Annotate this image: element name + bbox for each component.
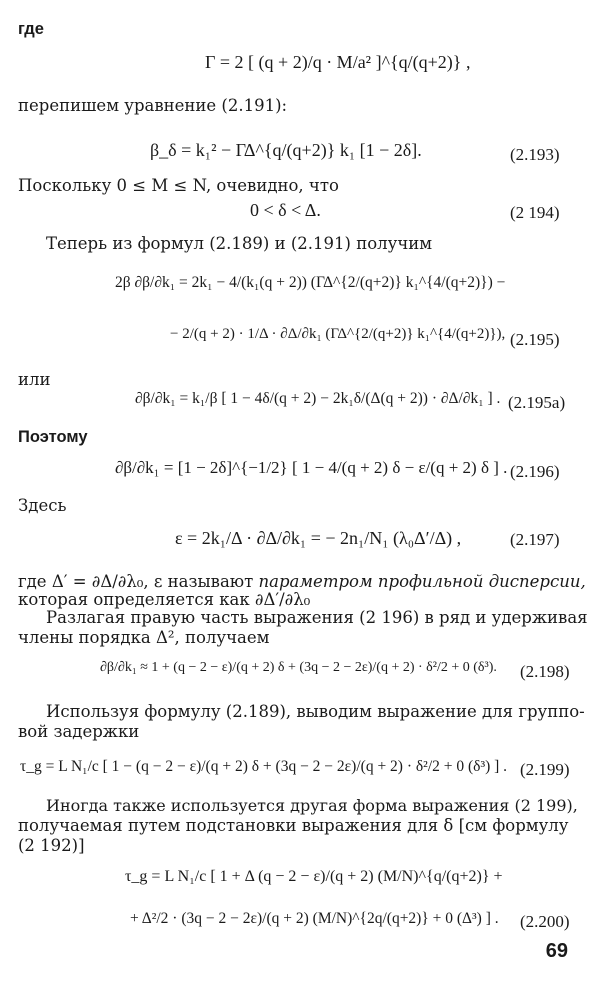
text-line: Поскольку 0 ≤ M ≤ N, очевидно, что: [18, 176, 339, 195]
equation-2-194: 0 < δ < Δ.: [250, 200, 321, 220]
equation-number: (2 194): [510, 203, 560, 222]
equation-2-197: ε = 2k₁/Δ · ∂Δ/∂k₁ = − 2n₁/N₁ (λ₀Δ′/Δ) ,: [175, 528, 462, 548]
text-line: вой задержки: [18, 722, 140, 741]
equation-2-193: β_δ = k₁² − ΓΔ^{q/(q+2)} k₁ [1 − 2δ].: [150, 140, 422, 160]
equation-number: (2.193): [510, 145, 560, 164]
equation-number: (2.195): [510, 330, 560, 349]
text-line: где: [18, 20, 44, 38]
text-line: Теперь из формул (2.189) и (2.191) получим: [46, 234, 433, 253]
equation-2-195-line1: 2β ∂β/∂k₁ = 2k₁ − 4/(k₁(q + 2)) (ΓΔ^{2/(q+2)} k₁^{4/(q+2)}) −: [115, 274, 506, 291]
equation-number: (2.196): [510, 462, 560, 481]
text-line: (2 192)]: [18, 836, 85, 855]
text-line: члены порядка Δ², получаем: [18, 628, 270, 647]
text-line: получаемая путем подстановки выражения для δ [см формулу: [18, 816, 569, 835]
equation-2-195a: ∂β/∂k₁ = k₁/β [ 1 − 4δ/(q + 2) − 2k₁δ/(Δ(q + 2)) · ∂Δ/∂k₁ ] .: [135, 390, 501, 407]
text-line: Разлагая правую часть выражения (2 196) в ряд и удерживая: [46, 608, 588, 627]
text-line: или: [18, 370, 51, 389]
equation-number: (2.197): [510, 530, 560, 549]
equation-2-195-line2: − 2/(q + 2) · 1/Δ · ∂Δ/∂k₁ (ΓΔ^{2/(q+2)} k₁^{4/(q+2)}),: [170, 326, 506, 342]
text-line: Поэтому: [18, 428, 88, 446]
equation-2-199: τ_g = L N₁/c [ 1 − (q − 2 − ε)/(q + 2) δ + (3q − 2 − 2ε)/(q + 2) · δ²/2 + 0 (δ³) ] .: [20, 758, 508, 775]
text-line: где Δ′ = ∂Δ/∂λ₀, ε называют параметром профильной дисперсии,: [18, 572, 586, 591]
text-line: которая определяется как ∂Δ′/∂λ₀: [18, 590, 311, 609]
text-line: Иногда также используется другая форма выражения (2 199),: [46, 796, 578, 815]
equation-2-200-line2: + Δ²/2 · (3q − 2 − 2ε)/(q + 2) (M/N)^{2q/(q+2)} + 0 (Δ³) ] .: [130, 910, 499, 927]
equation-number: (2.195a): [508, 393, 566, 412]
equation-2-196: ∂β/∂k₁ = [1 − 2δ]^{−1/2} [ 1 − 4/(q + 2) δ − ε/(q + 2) δ ] .: [115, 458, 508, 477]
equation-number: (2.199): [520, 760, 570, 779]
page-number: 69: [545, 940, 568, 962]
equation-gamma: Γ = 2 [ (q + 2)/q · M/a² ]^{q/(q+2)} ,: [205, 52, 471, 72]
text-line: Здесь: [18, 496, 67, 515]
text-line: перепишем уравнение (2.191):: [18, 96, 288, 115]
equation-number: (2.198): [520, 662, 570, 681]
equation-number: (2.200): [520, 912, 570, 931]
equation-2-198: ∂β/∂k₁ ≈ 1 + (q − 2 − ε)/(q + 2) δ + (3q − 2 − 2ε)/(q + 2) · δ²/2 + 0 (δ³).: [100, 660, 497, 675]
text-line: Используя формулу (2.189), выводим выражение для группо-: [46, 702, 585, 721]
equation-2-200-line1: τ_g = L N₁/c [ 1 + Δ (q − 2 − ε)/(q + 2) (M/N)^{q/(q+2)} +: [125, 868, 503, 885]
